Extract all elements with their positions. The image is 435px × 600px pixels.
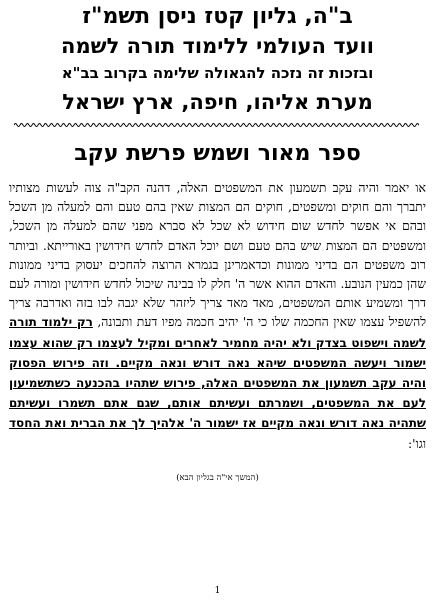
commentary-plain-text: או יאמר והיה עקב תשמעון את המשפטים האלה, דהנה הקב"ה צוה לעשות מצותיו יתברך והם חוקים ומשפטים, חוקים הם המצות שאין בהם טעם והם למעלה מן השכל ובהם אי אפשר לחדש שום חידוש לא שכל לא סברא מפני שהם למעלה מן השכל, ומשפטים הם המצות שיש בהם טעם ושם יוכל האדם לחדש חידושין באורייתא. וביותר רוב משפטים הם בדיני ממונות וכדאמרינן בגמרא הרוצה להחכים יעסוק בדיני ממונות שהן כמעין הנובע. והאדם ההוא אשר ה' חלק לו בבינה שיכול לחדש חידושין ומורה לעם דרך ומשמיע אותם המשפטים, מאד מאד צריך ליזהר שלא יגבה לבו בזה ואדרבה צריך להשפיל עצמו שאין החכמה שלו כי ה' יהיב חכמה מפיו דעת ותבונה, [9,180,426,330]
header-date-line: ב"ה, גליון קטז ניסן תשמ"ז [82,4,353,29]
wavy-divider [14,121,419,129]
page-number: 1 [214,586,221,596]
commentary-emphasis-text: רק ילמוד תורה לשמה וישפוט בצדק ולא יהיה מחמיר לאחרים ומקיל לעצמו רק שהוא עצמו ישמור ויעשה המשפטים שיהא נאה דורש ונאה מקיים. וזה פירוש הפסוק והיה עקב תשמעון את המשפטים האלה, פירוש שתהיו בהכנעה כשתשמיעון לעם את המשפטים, ושמרתם ועשיתם אותם, שגם אתם תשמרו ועשיתם שתהיה נאה דורש ונאה מקיים אז ישמור ה' אלהיך לך את הברית ואת החסד [9,315,426,431]
header-location: מערת אליהו, חיפה, ארץ ישראל [62,90,373,114]
book-title: ספר מאור ושמש פרשת עקב [74,141,361,166]
commentary-text [9,178,426,453]
continued-note: (המשך אי"ה בגליון הבא) [176,473,259,483]
header-organization: וועד העולמי ללימוד תורה לשמה [61,34,374,58]
header-dedication: ובזכות זה נזכה להגאולה שלימה בקרוב בב"א [61,64,374,82]
commentary-tail-text: וגו': [407,435,426,451]
